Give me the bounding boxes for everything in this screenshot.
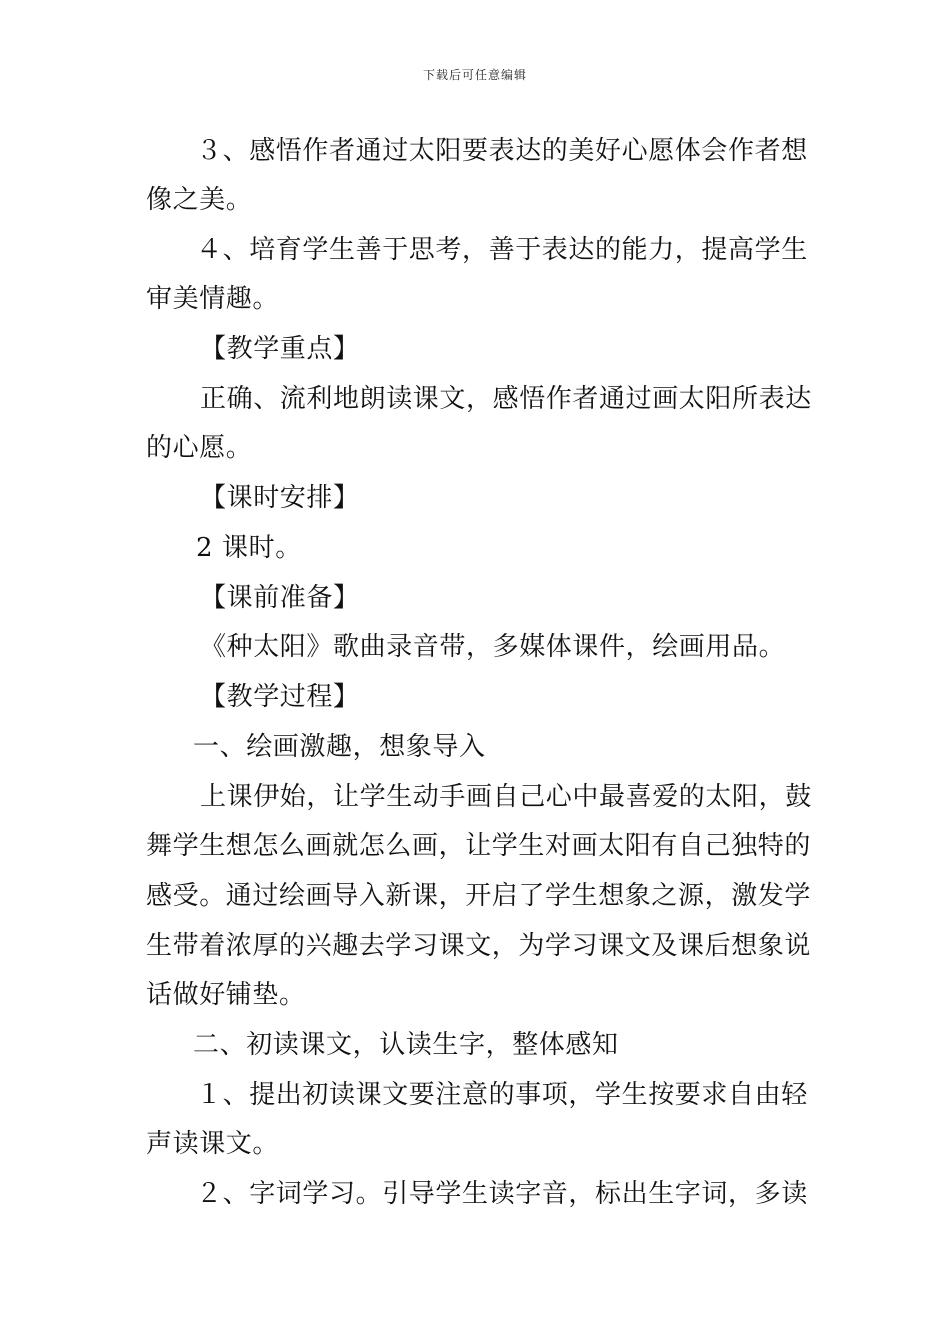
step-2-item-1-line-2: 声读课文。 <box>146 1129 280 1159</box>
key-points-line-2: 的心愿。 <box>146 433 253 463</box>
section-heading-preparation: 【课前准备】 <box>200 583 360 613</box>
section-heading-schedule: 【课时安排】 <box>200 483 360 513</box>
step-2-item-2-line-1: ２、字词学习。引导学生读字音，标出生字词，多读 <box>196 1179 808 1209</box>
page-header: 下载后可任意编辑 <box>422 68 527 82</box>
step-2-heading: 二、初读课文，认读生字，整体感知 <box>193 1030 619 1060</box>
objective-4-line-1: ４、培育学生善于思考，善于表达的能力，提高学生 <box>196 235 808 265</box>
objective-4-line-2: 审美情趣。 <box>146 284 280 314</box>
section-heading-process: 【教学过程】 <box>200 682 360 712</box>
step-1-paragraph-line-4: 生带着浓厚的兴趣去学习课文，为学习课文及课后想象说 <box>146 931 812 961</box>
section-heading-key-points: 【教学重点】 <box>200 334 360 364</box>
step-1-paragraph-line-3: 感受。通过绘画导入新课，开启了学生想象之源，激发学 <box>146 881 812 911</box>
step-1-paragraph-line-5: 话做好铺垫。 <box>146 980 306 1010</box>
objective-3-line-1: ３、感悟作者通过太阳要表达的美好心愿体会作者想 <box>196 136 808 166</box>
step-1-paragraph-line-2: 舞学生想怎么画就怎么画，让学生对画太阳有自己独特的 <box>146 831 812 861</box>
key-points-line-1: 正确、流利地朗读课文，感悟作者通过画太阳所表达 <box>200 384 812 414</box>
schedule-text: 2 课时。 <box>196 533 302 563</box>
step-2-item-1-line-1: １、提出初读课文要注意的事项，学生按要求自由轻 <box>196 1080 808 1110</box>
objective-3-line-2: 像之美。 <box>146 185 253 215</box>
step-1-heading: 一、绘画激趣，想象导入 <box>193 732 486 762</box>
step-1-paragraph-line-1: 上课伊始，让学生动手画自己心中最喜爱的太阳，鼓 <box>200 782 812 812</box>
preparation-text: 《种太阳》歌曲录音带，多媒体课件，绘画用品。 <box>200 632 786 662</box>
